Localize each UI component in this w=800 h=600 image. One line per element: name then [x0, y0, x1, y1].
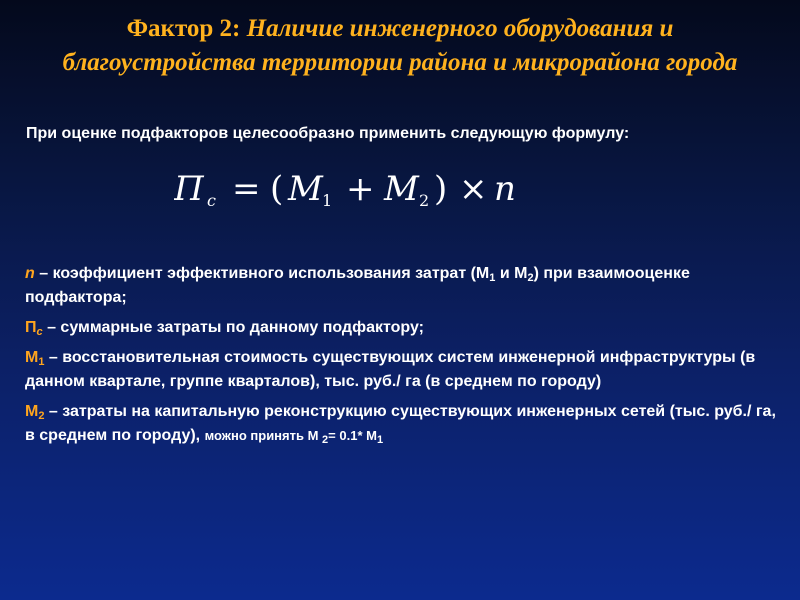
definition-pc — [25, 316, 785, 340]
definition-m2-note-2: = 0.1* М — [328, 428, 377, 443]
formula-plus: + — [346, 169, 375, 209]
definition-pc-text: – суммарные затраты по данному подфактору; — [42, 319, 424, 336]
definition-n-sub-1: 1 — [489, 272, 496, 284]
formula-m2-sub: 2 — [419, 191, 430, 210]
symbol-m2: М — [25, 403, 39, 420]
formula-lhs-sub: c — [207, 191, 216, 210]
symbol-m2-sub: 2 — [38, 410, 45, 422]
formula-m1-sub: 1 — [322, 191, 333, 210]
intro-text: При оценке подфакторов целесообразно применить следующую формулу: — [26, 125, 630, 142]
definition-n-text-3: ) при взаимооценке подфактора; — [25, 265, 690, 306]
symbol-pc-sub: с — [36, 326, 43, 338]
definition-m1 — [25, 346, 785, 394]
formula-m2: M — [384, 169, 419, 209]
symbol-m1: М — [25, 349, 39, 366]
title-line-1-text: Наличие инженерного оборудования и — [246, 15, 674, 42]
formula-lhs: П — [174, 169, 204, 209]
definition-n-text-2: и М — [495, 265, 528, 282]
formula-m1: M — [288, 169, 323, 209]
formula-times: × — [459, 169, 488, 209]
formula-n: n — [494, 169, 516, 209]
title-line-2: благоустройства территории района и микрорайона города — [62, 49, 738, 76]
definition-n-text-1: – коэффициент эффективного использования затрат (М — [34, 265, 490, 282]
definition-m1-text: – восстановительная стоимость существующих систем инженерной инфраструктуры (в данном квартале, группе кварталов), тыс. руб./ га (в среднем по городу) — [25, 349, 756, 390]
formula-equals: = — [232, 169, 261, 209]
definition-m2 — [25, 400, 785, 448]
formula — [174, 160, 594, 220]
definition-m2-note-sub: 2 — [322, 434, 329, 446]
slide-title — [0, 12, 800, 80]
symbol-m1-sub: 1 — [38, 356, 45, 368]
formula-open-paren: ( — [270, 169, 284, 209]
title-factor-number: Фактор 2: — [126, 15, 241, 42]
definition-m2-note-1: можно принять М — [204, 428, 323, 443]
definition-m2-text: – затраты на капитальную реконструкцию существующих инженерных сетей (тыс. руб./ га, в среднем по городу), — [25, 403, 776, 444]
definition-n — [25, 262, 785, 310]
formula-close-paren: ) — [434, 169, 448, 209]
title-line-1 — [0, 12, 800, 46]
symbol-n: n — [25, 265, 35, 282]
symbol-pc: П — [25, 319, 37, 336]
definition-m2-end-sub: 1 — [376, 434, 384, 446]
definitions-list — [25, 262, 785, 454]
definition-n-sub-2: 2 — [527, 272, 534, 284]
